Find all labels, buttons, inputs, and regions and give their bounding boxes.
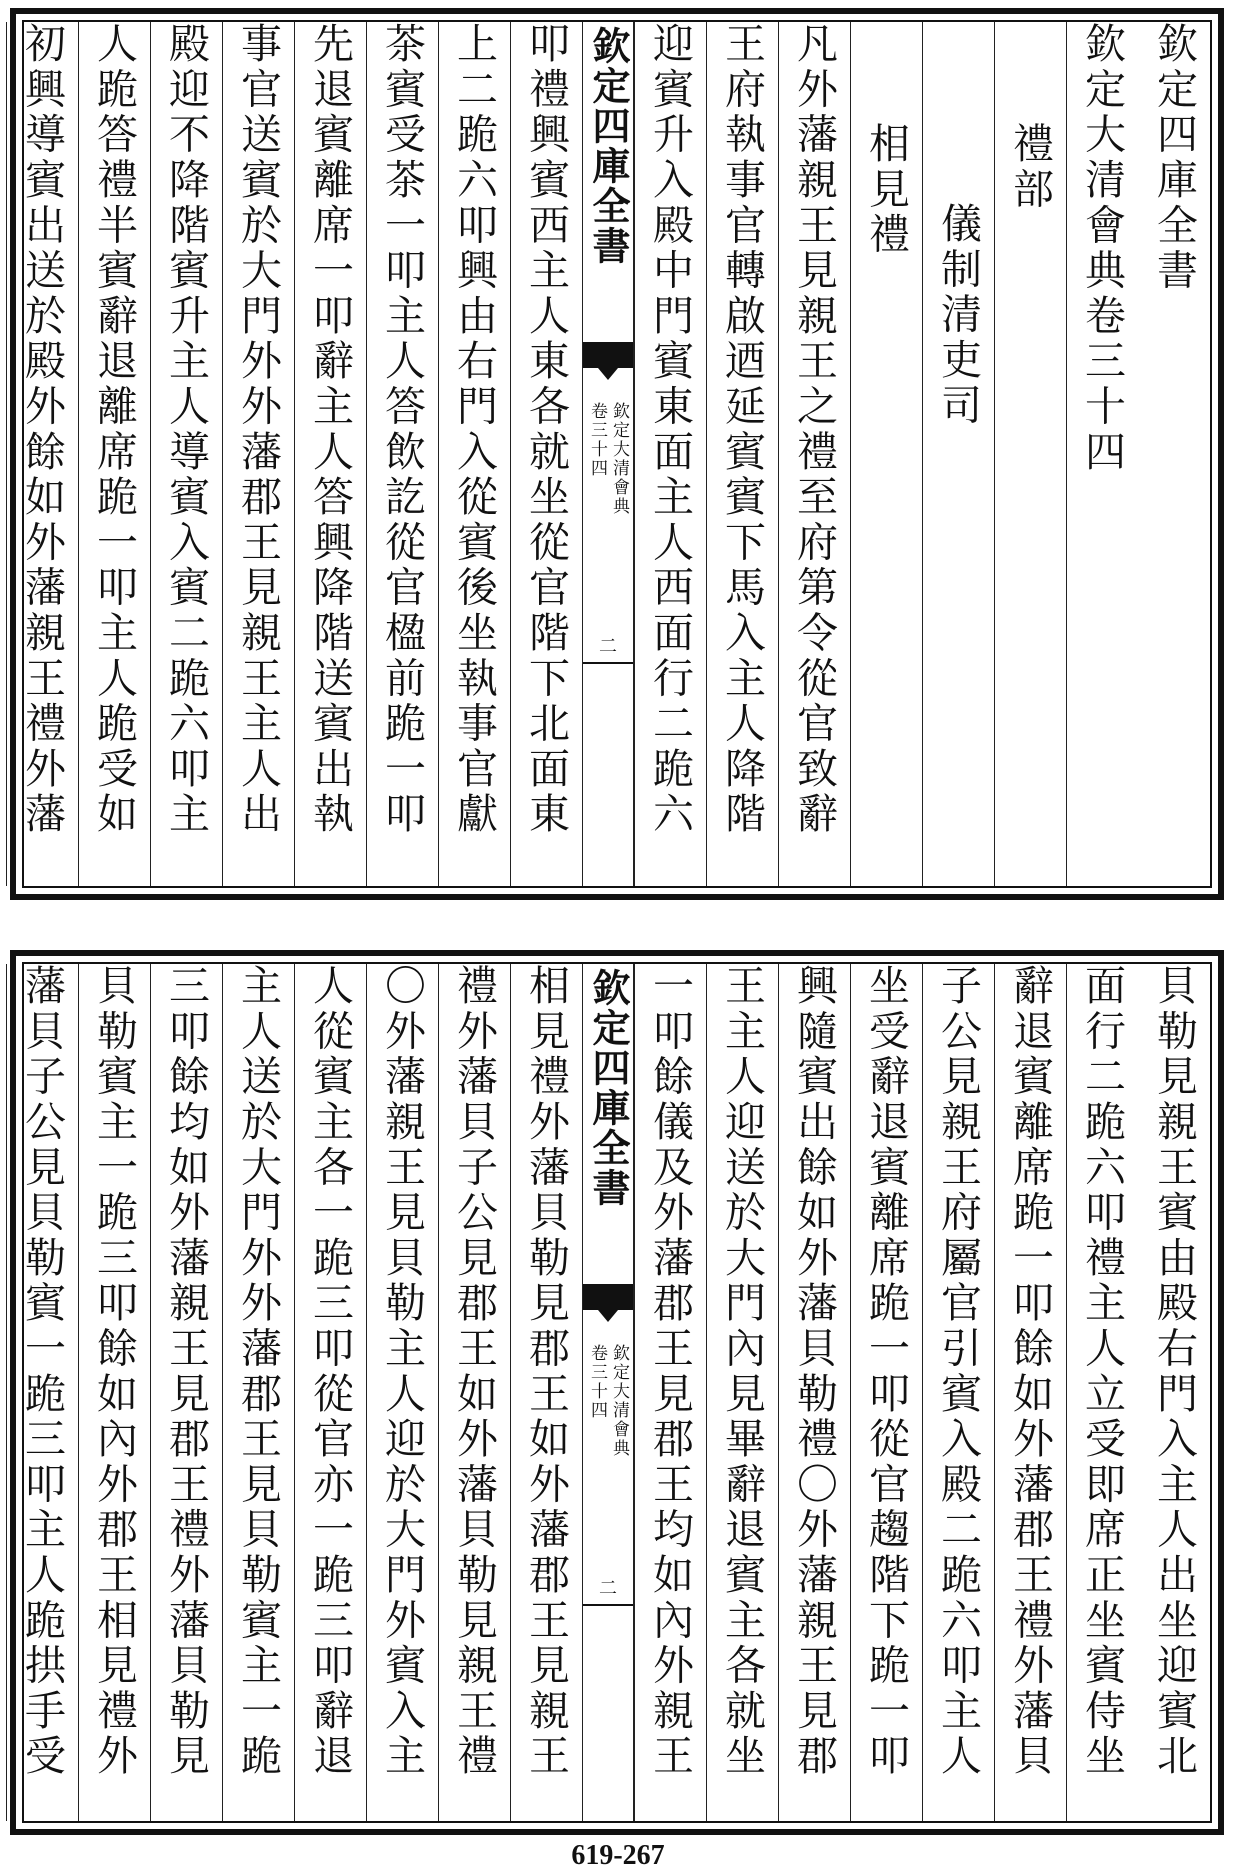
top-page xyxy=(10,8,1224,900)
text-column xyxy=(294,22,366,886)
text-column xyxy=(510,964,582,1821)
bottom-page xyxy=(10,950,1224,1835)
text-column xyxy=(922,22,994,886)
text-column xyxy=(222,964,294,1821)
fishtail-mark xyxy=(583,1284,633,1310)
column-text: 儀制清吏司 xyxy=(934,202,982,429)
text-column xyxy=(366,22,438,886)
text-column xyxy=(366,964,438,1821)
text-column xyxy=(850,964,922,1821)
fishtail-mark xyxy=(583,342,633,368)
gutter-folio: 二 xyxy=(599,1578,617,1599)
column-text: 王府執事官轉啟迺延賓賓下馬入主人降階 xyxy=(718,22,766,838)
column-text: 迎賓升入殿中門賓東面主人西面行二跪六 xyxy=(646,22,694,838)
text-column xyxy=(706,964,778,1821)
column-text: 欽定大清會典卷三十四 xyxy=(1078,22,1126,475)
column-text: 王主人迎送於大門內見畢辭退賓主各就坐 xyxy=(718,964,766,1780)
column-text: 初興導賓出送於殿外餘如外藩親王禮外藩 xyxy=(18,22,66,838)
text-column xyxy=(1066,964,1138,1821)
gutter-folio: 二 xyxy=(599,636,617,657)
column-text: 一叩餘儀及外藩郡王見郡王均如內外親王 xyxy=(646,964,694,1780)
gutter-volume: 卷三十四 xyxy=(587,1344,607,1420)
column-text: 叩禮興賓西主人東各就坐從官階下北面東 xyxy=(522,22,570,838)
column-text: 殿迎不降階賓升主人導賓入賓二跪六叩主 xyxy=(162,22,210,838)
gutter-rule xyxy=(583,662,633,664)
text-column xyxy=(706,22,778,886)
gutter-rule xyxy=(583,1604,633,1606)
text-column xyxy=(438,22,510,886)
column-text: 茶賓受茶一叩主人答飲訖從官楹前跪一叩 xyxy=(378,22,426,838)
text-column xyxy=(634,22,706,886)
text-column xyxy=(778,964,850,1821)
gutter-book-title: 欽定大清會典 xyxy=(609,1344,629,1458)
text-column xyxy=(222,22,294,886)
gutter-volume: 卷三十四 xyxy=(587,402,607,478)
column-text: 貝勒見親王賓由殿右門入主人出坐迎賓北 xyxy=(1150,964,1198,1780)
column-text: 貝勒賓主一跪三叩餘如內外郡王相見禮外 xyxy=(90,964,138,1780)
text-column xyxy=(1138,22,1210,886)
text-column xyxy=(994,22,1066,886)
text-column xyxy=(994,964,1066,1821)
text-columns xyxy=(18,22,1210,886)
page-number: 619-267 xyxy=(571,1840,665,1871)
text-column xyxy=(78,22,150,886)
column-text: 上二跪六叩興由右門入從賓後坐執事官獻 xyxy=(450,22,498,838)
column-text: 主人送於大門外外藩郡王見貝勒賓主一跪 xyxy=(234,964,282,1780)
column-text: 興隨賓出餘如外藩貝勒禮〇外藩親王見郡 xyxy=(790,964,838,1780)
text-column xyxy=(294,964,366,1821)
text-columns xyxy=(18,964,1210,1821)
column-text: 三叩餘均如外藩親王見郡王禮外藩貝勒見 xyxy=(162,964,210,1780)
column-text: 藩貝子公見貝勒賓一跪三叩主人跪拱手受 xyxy=(18,964,66,1780)
gutter-series-title: 欽定四庫全書 xyxy=(586,968,631,1208)
text-column xyxy=(778,22,850,886)
gutter-series-title: 欽定四庫全書 xyxy=(586,26,631,266)
column-text: 人跪答禮半賓辭退離席跪一叩主人跪受如 xyxy=(90,22,138,838)
text-column xyxy=(922,964,994,1821)
text-column xyxy=(150,22,222,886)
text-column xyxy=(1066,22,1138,886)
text-column xyxy=(850,22,922,886)
text-column xyxy=(1138,964,1210,1821)
column-text: 辭退賓離席跪一叩餘如外藩郡王禮外藩貝 xyxy=(1006,964,1054,1780)
column-text: 先退賓離席一叩辭主人答興降階送賓出執 xyxy=(306,22,354,838)
column-text: 人從賓主各一跪三叩從官亦一跪三叩辭退 xyxy=(306,964,354,1780)
text-column xyxy=(510,22,582,886)
gutter-column xyxy=(582,964,634,1821)
column-text: 禮部 xyxy=(1006,122,1054,213)
text-column xyxy=(150,964,222,1821)
text-column xyxy=(634,964,706,1821)
text-column xyxy=(6,964,78,1821)
column-text: 子公見親王府屬官引賓入殿二跪六叩主人 xyxy=(934,964,982,1780)
gutter-column xyxy=(582,22,634,886)
column-text: 〇外藩親王見貝勒主人迎於大門外賓入主 xyxy=(378,964,426,1780)
column-text: 凡外藩親王見親王之禮至府第令從官致辭 xyxy=(790,22,838,838)
column-text: 欽定四庫全書 xyxy=(1150,22,1198,294)
text-column xyxy=(78,964,150,1821)
column-text: 事官送賓於大門外外藩郡王見親王主人出 xyxy=(234,22,282,838)
text-column xyxy=(6,22,78,886)
column-text: 相見禮 xyxy=(862,122,910,258)
column-text: 面行二跪六叩禮主人立受即席正坐賓侍坐 xyxy=(1078,964,1126,1780)
gutter-book-title: 欽定大清會典 xyxy=(609,402,629,516)
column-text: 禮外藩貝子公見郡王如外藩貝勒見親王禮 xyxy=(450,964,498,1780)
text-column xyxy=(438,964,510,1821)
column-text: 相見禮外藩貝勒見郡王如外藩郡王見親王 xyxy=(522,964,570,1780)
column-text: 坐受辭退賓離席跪一叩從官趨階下跪一叩 xyxy=(862,964,910,1780)
